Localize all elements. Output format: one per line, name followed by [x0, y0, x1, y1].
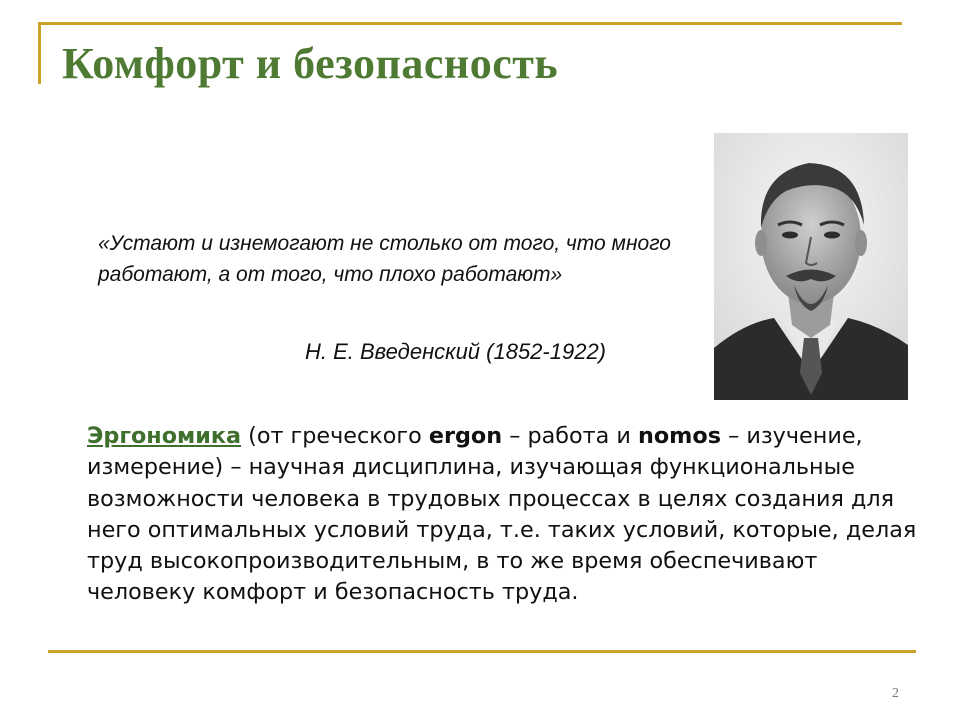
portrait-illustration	[714, 133, 908, 400]
portrait-photo	[714, 133, 908, 400]
definition-part-2: – работа и	[502, 423, 638, 449]
definition-part-1: (от греческого	[241, 423, 429, 449]
definition-part-3: – изучение, измерение) – научная дисциплина, изучающая функциональные возможности человека в трудовых процессах в целях создания для него оптимальных условий труда, т.е. таких условий, которые, делая труд высокопроизводительным, в то же время обеспечивают человеку комфорт и безопасность труда.	[87, 423, 917, 606]
term-ergon: ergon	[428, 423, 503, 449]
page-number: 2	[892, 686, 899, 701]
frame-top-line	[38, 22, 902, 25]
frame-left-line	[38, 22, 41, 84]
slide-title: Комфорт и безопасность	[62, 39, 559, 88]
frame-bottom-line	[48, 650, 916, 653]
term-ergonomics: Эргономика	[87, 423, 242, 449]
quote-author: Н. Е. Введенский (1852-1922)	[305, 339, 607, 364]
definition-paragraph	[87, 421, 927, 609]
term-nomos: nomos	[637, 423, 721, 449]
quote-text: «Устают и изнемогают не столько от того, что много работают, а от того, что плохо работают»	[98, 232, 671, 286]
